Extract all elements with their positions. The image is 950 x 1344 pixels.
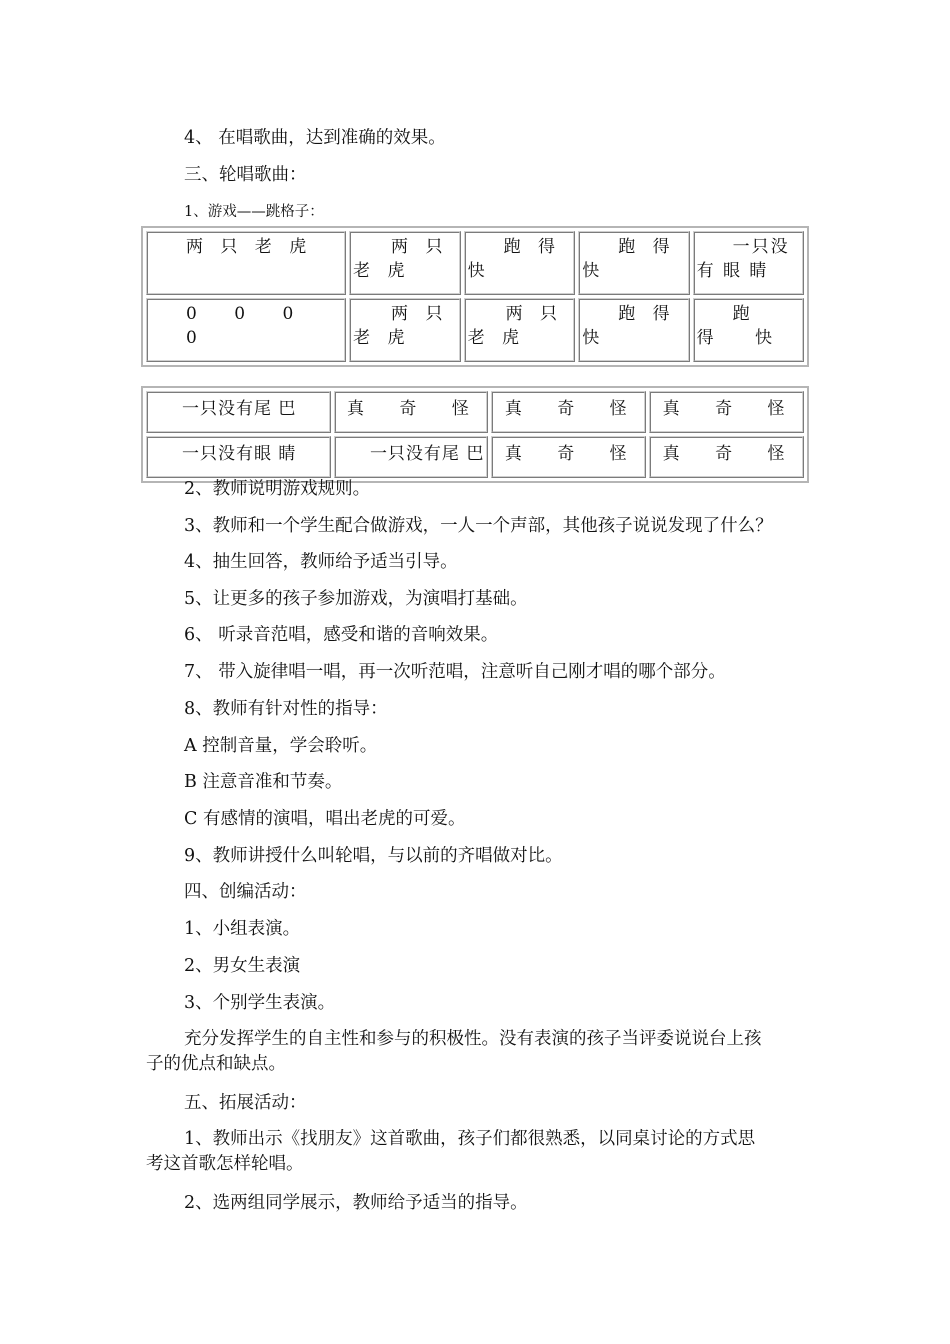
step-5: 5、让更多的孩子参加游戏，为演唱打基础。 bbox=[184, 589, 528, 609]
table-cell: 两 只 老 虎 bbox=[146, 231, 346, 295]
table-cell: 跑 得 快 bbox=[464, 231, 576, 295]
hopscotch-table-1 bbox=[141, 226, 809, 367]
table-cell: 真 奇 怪 bbox=[334, 391, 489, 433]
step-4-sing: 4、 在唱歌曲，达到准确的效果。 bbox=[184, 128, 446, 148]
table-cell: 一只没有尾 巴 bbox=[334, 436, 489, 478]
create-3: 3、个别学生表演。 bbox=[184, 993, 336, 1013]
hopscotch-table-2 bbox=[141, 386, 809, 483]
table-row bbox=[146, 298, 804, 362]
guide-a: A 控制音量，学会聆听。 bbox=[184, 736, 378, 756]
table-cell: 跑 得 快 bbox=[578, 231, 689, 295]
table-cell: 两 只 老 虎 bbox=[464, 298, 576, 362]
game-heading: 1、游戏——跳格子： bbox=[184, 204, 324, 220]
step-7: 7、 带入旋律唱一唱，再一次听范唱，注意听自己刚才唱的哪个部分。 bbox=[184, 662, 726, 682]
table-cell: 跑 得 快 bbox=[693, 298, 804, 362]
guide-c: C 有感情的演唱，唱出老虎的可爱。 bbox=[184, 809, 466, 829]
extend-1: 1、教师出示《找朋友》这首歌曲，孩子们都很熟悉，以同桌讨论的方式思考这首歌怎样轮唱。 bbox=[146, 1129, 756, 1174]
section-3-heading: 三、轮唱歌曲： bbox=[184, 165, 307, 185]
table-cell: 真 奇 怪 bbox=[491, 391, 646, 433]
section-4-heading: 四、创编活动： bbox=[184, 882, 307, 902]
step-8: 8、教师有针对性的指导： bbox=[184, 699, 388, 719]
table-row bbox=[146, 391, 804, 433]
table-cell: 真 奇 怪 bbox=[649, 436, 804, 478]
guide-b: B 注意音准和节奏。 bbox=[184, 772, 343, 792]
step-4: 4、抽生回答，教师给予适当引导。 bbox=[184, 552, 458, 572]
step-2: 2、教师说明游戏规则。 bbox=[184, 479, 371, 499]
extend-2: 2、选两组同学展示，教师给予适当的指导。 bbox=[184, 1193, 528, 1213]
create-2: 2、男女生表演 bbox=[184, 956, 301, 976]
step-3: 3、教师和一个学生配合做游戏，一人一个声部，其他孩子说说发现了什么？ bbox=[184, 516, 773, 536]
table-cell: 两 只 老 虎 bbox=[349, 298, 461, 362]
table-row bbox=[146, 436, 804, 478]
table-cell: 真 奇 怪 bbox=[491, 436, 646, 478]
step-6: 6、 听录音范唱，感受和谐的音响效果。 bbox=[184, 625, 499, 645]
create-1: 1、小组表演。 bbox=[184, 919, 301, 939]
table-cell: 0 0 0 0 bbox=[146, 298, 346, 362]
table-cell: 一只没有尾 巴 bbox=[146, 391, 331, 433]
step-9: 9、教师讲授什么叫轮唱，与以前的齐唱做对比。 bbox=[184, 846, 563, 866]
table-row bbox=[146, 231, 804, 295]
table-cell: 一只没有眼 睛 bbox=[146, 436, 331, 478]
table-cell: 一只没有 眼 睛 bbox=[693, 231, 804, 295]
table-cell: 两 只 老 虎 bbox=[349, 231, 461, 295]
table-cell: 真 奇 怪 bbox=[649, 391, 804, 433]
paragraph-self-initiative: 充分发挥学生的自主性和参与的积极性。没有表演的孩子当评委说说台上孩子的优点和缺点。 bbox=[146, 1029, 762, 1074]
table-cell: 跑 得 快 bbox=[578, 298, 689, 362]
section-5-heading: 五、拓展活动： bbox=[184, 1093, 307, 1113]
